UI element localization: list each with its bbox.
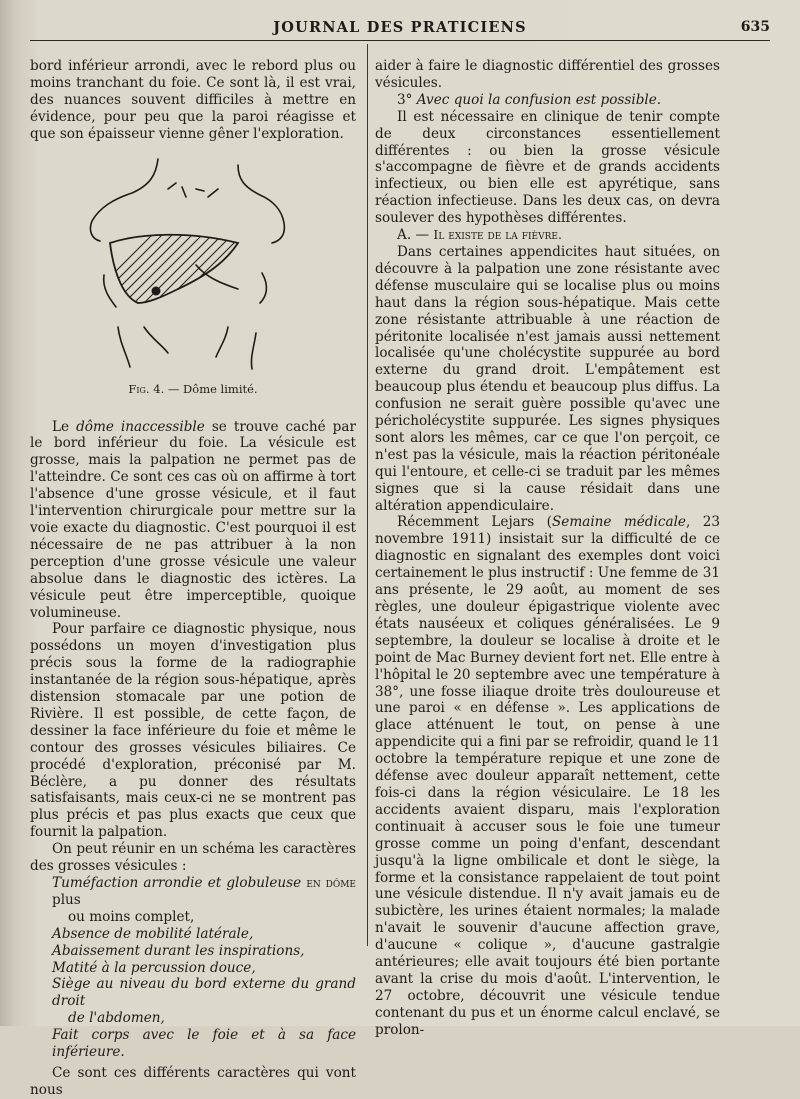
left-paragraph-4: On peut réunir en un schéma les caractères des grosses vésicules :	[30, 841, 356, 875]
section-title: Avec quoi la confusion est possible.	[416, 91, 662, 108]
list-item-continuation: de l'abdomen,	[68, 1010, 165, 1027]
section-number: 3°	[397, 91, 413, 108]
list-item	[30, 875, 356, 926]
figure-label: Fig. 4.	[128, 381, 165, 396]
left-column	[30, 58, 356, 1099]
subheading-a	[375, 227, 720, 244]
list-item-text: Siège au niveau du bord externe du grand droit	[52, 976, 356, 1010]
left-paragraph-3: Pour parfaire ce diagnostic physique, nous possédons un moyen d'investigation plus précis sous la forme de la radiographie instantanée de la région sous-hépatique, après distension stomacale par une potion de Rivière. Il est possible, de cette façon, de dessiner la face inférieure du foie et même le contour des grosses vésicules biliaires. Ce procédé d'exploration, préconisé par M. Béclère, a pu donner des résultats satisfaisants, mais ceux-ci ne se montrent pas plus précis et pas plus exacts que ceux que fournit la palpation.	[30, 621, 356, 841]
list-item: Abaissement durant les inspirations,	[52, 942, 305, 959]
right-paragraph-4	[375, 514, 720, 1038]
left-paragraph-5: Ce sont ces différents caractères qui vont nous	[30, 1064, 356, 1098]
page-header	[30, 18, 770, 41]
dome-inaccessible-term: dôme inaccessible	[76, 418, 205, 435]
left-paragraph-1: bord inférieur arrondi, avec le rebord plus ou moins tranchant du foie. Ce sont là, il est vrai, des nuances souvent difficiles à mettre en évidence, pour peu que la paroi réagisse et que son épaisseur vienne gêner l'exploration.	[30, 58, 356, 142]
running-title: JOURNAL DES PRATICIENS	[273, 19, 527, 36]
right-paragraph-3: Dans certaines appendicites haut situées, on découvre à la palpation une zone résistante avec défense musculaire qui se localise plus ou moins haut dans la région sous-hépatique. Mais cette zone résistante attribuable à une réaction de péritonite localisée n'est jamais aussi nettement localisée qu'une cholécystite suppurée au bord externe du grand droit. L'empâtement est beaucoup plus étendu et beaucoup plus diffus. La confusion ne serait guère possible qu'avec une péricholécystite suppurée. Les signes physiques sont alors les mêmes, car ce que l'on perçoit, ce n'est pas la vésicule, mais la réaction péritonéale qui l'entoure, et celle-ci se traduit par les mêmes signes que si la cause résidait dans une altération appendiculaire.	[375, 243, 720, 514]
subhead-letter: A. —	[397, 227, 430, 244]
list-item: Fait corps avec le foie et à sa face inférieure.	[52, 1027, 356, 1061]
list-item-smallcaps: en dôme	[306, 875, 356, 890]
characteristics-list	[30, 875, 356, 1061]
page-number: 635	[740, 19, 770, 35]
section-heading	[375, 92, 720, 109]
gallbladder-mark	[152, 286, 161, 295]
p2-pre: Le	[52, 418, 77, 435]
list-item: Matité à la percussion douce,	[52, 959, 256, 976]
p2-post: se trouve caché par le bord inférieur du foie. La vésicule est grosse, mais la palpation ne permet pas de l'atteindre. Ce sont ces cas où on affirme à tort l'absence d'une grosse vésicule, et il faut l'intervention chirurgicale pour mettre sur la voie exacte du diagnostic. C'est pourquoi il est nécessaire de ne pas attribuer à la non perception d'une grosse vésicule une valeur absolue dans le diagnostic des ictères. La vésicule peut être imperceptible, quoique volumineuse.	[30, 418, 356, 621]
list-item-text: plus	[52, 891, 81, 908]
figure-4	[30, 157, 356, 409]
list-item: Absence de mobilité latérale,	[52, 925, 254, 942]
right-column	[375, 58, 720, 1039]
list-item	[30, 976, 356, 1027]
figure-title: — Dôme limité.	[167, 381, 258, 396]
p4-post: , 23 novembre 1911) insistait sur la difficulté de ce diagnostic en signalant des exemples dont voici certainement le plus instructif : Une femme de 31 ans présente, le 29 août, au moment de ses règles, une douleur épigastrique violente avec états nauséeux et coliques généralisées. Le 9 septembre, la douleur se localise à droite et le point de Mac Burney devient fort net. Elle entre à l'hôpital le 20 septembre avec une température à 38°, une fosse iliaque droite très douloureuse et une paroi « en défense ». Les applications de glace atténuent le tout, on pense à une appendicite qui a fini par se refroidir, quand le 11 octobre la température repique et une zone de défense avec douleur apparaît nettement, cette fois-ci dans la région vésiculaire. Le 18 les accidents avaient disparu, mais l'exploration continuait à accuser sous le foie une tumeur grosse comme un poing d'enfant, descendant jusqu'à la ligne ombilicale et dont le siège, la forme et la consistance rappelaient de tout point une vésicule distendue. Il n'y avait jamais eu de subictère, les urines étaient normales; la malade n'avait le souvenir d'aucune affection grave, d'aucune « colique », d'aucune gastralgie antérieures; elle avait toujours été bien portante avant la crise du mois d'août. L'intervention, le 27 octobre, découvrit une vésicule tendue contenant du pus et un énorme calcul enclavé, se prolon-	[375, 514, 720, 1038]
p4-pre: Récemment Lejars (	[397, 514, 552, 531]
column-divider	[367, 44, 368, 946]
torso-liver-drawing	[70, 157, 310, 375]
liver-outline	[110, 234, 238, 302]
list-item-continuation: ou moins complet,	[68, 908, 195, 925]
journal-citation: Semaine médicale	[551, 514, 686, 531]
list-item-text: Tuméfaction arrondie et globuleuse	[52, 875, 302, 891]
left-paragraph-2	[30, 419, 356, 622]
right-paragraph-2: Il est nécessaire en clinique de tenir compte de deux circonstances essentiellement différentes : ou bien la grosse vésicule s'accompagne de fièvre et de grands accidents infectieux, ou bien elle est apyrétique, sans réaction infectieuse. Dans les deux cas, on devra soulever des hypothèses différentes.	[375, 108, 720, 227]
right-paragraph-1: aider à faire le diagnostic différentiel des grosses vésicules.	[375, 58, 720, 91]
figure-caption	[30, 381, 356, 398]
subhead-text: Il existe de la fièvre.	[433, 227, 562, 243]
